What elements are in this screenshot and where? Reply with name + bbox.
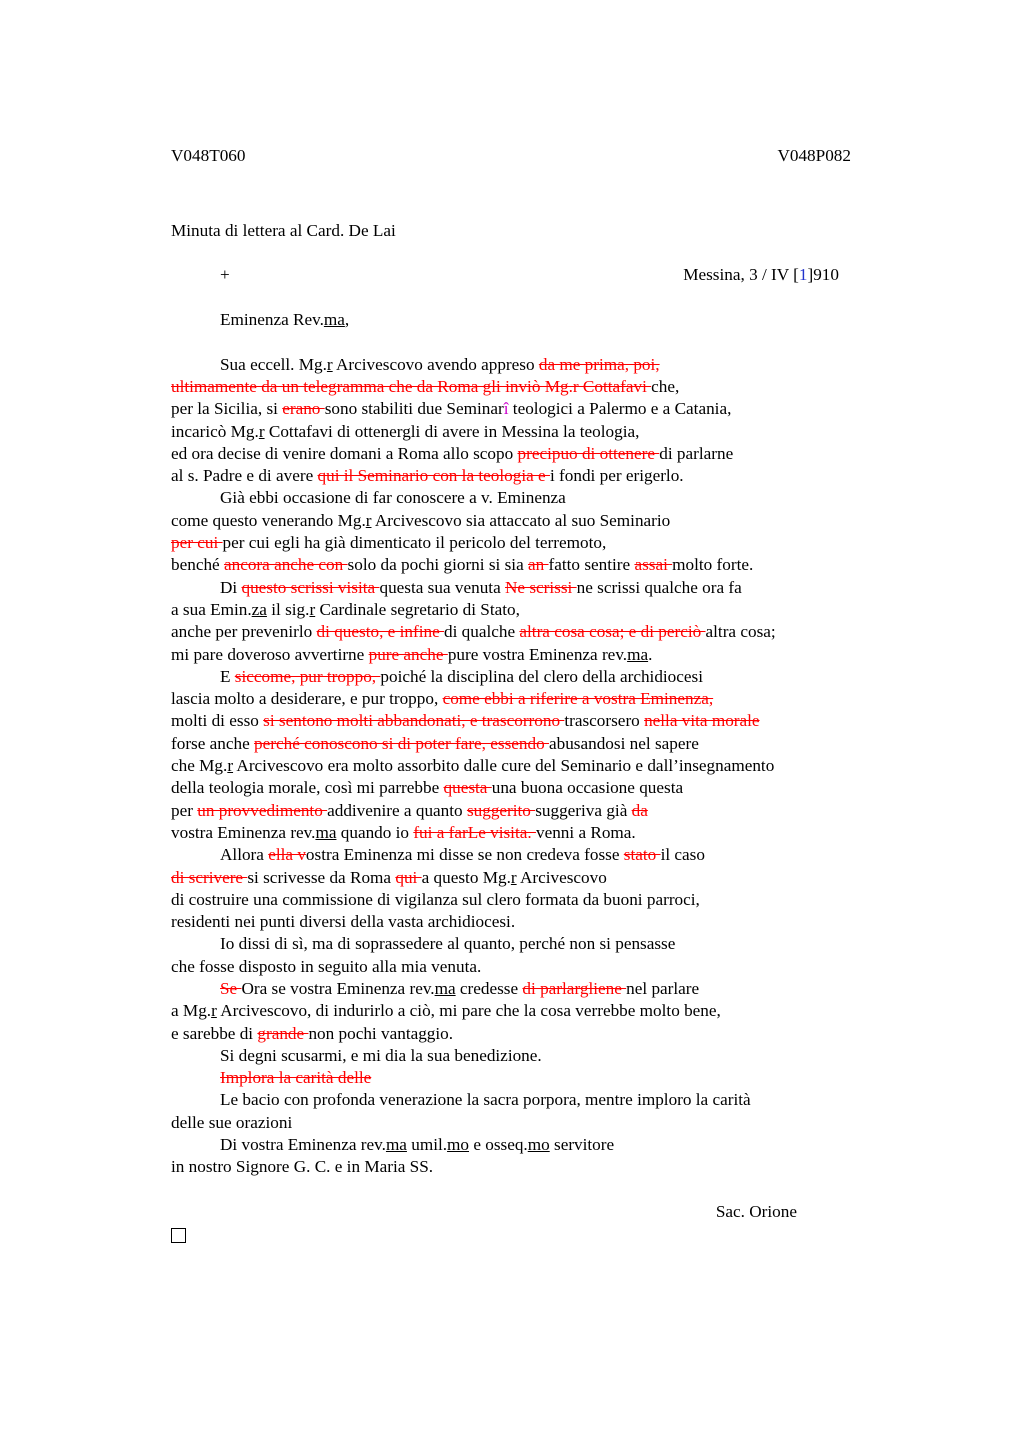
deleted-text: an bbox=[528, 555, 549, 575]
letter-line bbox=[171, 443, 851, 465]
text-segment: ed ora decise di venire domani a Roma allo scopo bbox=[171, 443, 518, 463]
abbreviation-suffix: r bbox=[365, 510, 372, 530]
deleted-text: perché conoscono si di poter fare, essendo bbox=[254, 733, 549, 753]
text-segment: . bbox=[648, 644, 653, 664]
text-segment: molti di esso bbox=[171, 711, 264, 731]
text-segment: solo da pochi giorni si sia bbox=[347, 555, 528, 575]
abbreviation-suffix: r bbox=[258, 421, 265, 441]
letter-line bbox=[171, 487, 851, 509]
text-segment: di qualche bbox=[444, 622, 520, 642]
deleted-text: precipuo di ottenere bbox=[517, 443, 660, 463]
letter-line bbox=[171, 398, 851, 420]
editorial-year-digit: 1 bbox=[798, 265, 808, 285]
abbreviation-suffix: ma bbox=[385, 1135, 407, 1155]
letter-line bbox=[171, 1134, 851, 1156]
text-segment: credesse bbox=[455, 978, 523, 998]
letter-line bbox=[171, 956, 851, 978]
text-segment: a questo Mg. bbox=[421, 867, 511, 887]
signature: Sac. Orione bbox=[715, 1201, 797, 1221]
text-segment: fatto sentire bbox=[548, 555, 635, 575]
text-segment: a Mg. bbox=[171, 1001, 212, 1021]
text-segment: che, bbox=[651, 376, 680, 396]
letter-line bbox=[171, 688, 851, 710]
letter-line bbox=[171, 733, 851, 755]
deleted-text: qui il Seminario con la teologia e bbox=[317, 466, 550, 486]
letter-line bbox=[171, 532, 851, 554]
end-square-icon bbox=[171, 1228, 186, 1243]
letter-line bbox=[171, 354, 851, 376]
text-segment: venni a Roma. bbox=[535, 822, 636, 842]
letter-line bbox=[171, 421, 851, 443]
abbreviation-suffix: ma bbox=[315, 822, 337, 842]
end-mark-row bbox=[171, 1223, 851, 1245]
text-segment: teologici a Palermo e a Catania, bbox=[508, 399, 732, 419]
text-segment: nel parlare bbox=[626, 978, 700, 998]
text-segment: a sua Emin. bbox=[171, 599, 252, 619]
abbreviation-suffix: r bbox=[227, 756, 234, 776]
abbreviation-suffix: mo bbox=[527, 1135, 550, 1155]
letter-line bbox=[171, 577, 851, 599]
text-segment: che Mg. bbox=[171, 756, 228, 776]
text-segment: incaricò Mg. bbox=[171, 421, 259, 441]
deleted-text: erano bbox=[282, 399, 325, 419]
letter-line bbox=[171, 978, 851, 1000]
text-segment: Arcivescovo era molto assorbito dalle cure del Seminario e dall’insegnamento bbox=[233, 756, 775, 776]
salutation bbox=[171, 309, 851, 331]
deleted-text: Implora la carità delle bbox=[220, 1068, 372, 1088]
deleted-text: questo scrissi visita bbox=[241, 577, 380, 597]
text-segment: abusandosi nel sapere bbox=[548, 733, 699, 753]
text-segment: altra cosa; bbox=[705, 622, 776, 642]
letter-line bbox=[171, 800, 851, 822]
letter-line bbox=[171, 822, 851, 844]
text-segment: residenti nei punti diversi della vasta archidiocesi. bbox=[171, 912, 516, 932]
letter-line bbox=[171, 1023, 851, 1045]
abbreviation-suffix: r bbox=[326, 354, 333, 374]
text-segment: Di bbox=[220, 577, 242, 597]
cross-mark: + bbox=[220, 265, 230, 285]
deleted-text: questa bbox=[443, 778, 492, 798]
text-segment: Cottafavi di ottenergli di avere in Messina la teologia, bbox=[264, 421, 640, 441]
letter-body bbox=[171, 354, 851, 1179]
deleted-text: un provvedimento bbox=[197, 800, 328, 820]
document-title: Minuta di lettera al Card. De Lai bbox=[171, 220, 396, 240]
abbreviation-suffix: ma bbox=[434, 978, 456, 998]
letter-line bbox=[171, 1112, 851, 1134]
letter-line bbox=[171, 1156, 851, 1178]
text-segment: questa sua venuta bbox=[379, 577, 505, 597]
letter-line bbox=[171, 465, 851, 487]
deleted-text: nella vita morale bbox=[644, 711, 760, 731]
letter-line bbox=[171, 666, 851, 688]
salutation-abbrev: ma bbox=[323, 310, 345, 330]
deleted-text: da me prima, poi, bbox=[538, 354, 660, 374]
text-segment: Arcivescovo, di indurirlo a ciò, mi pare che la cosa verrebbe molto bene, bbox=[216, 1001, 721, 1021]
letter-line bbox=[171, 621, 851, 643]
deleted-text: qui bbox=[395, 867, 422, 887]
text-segment: anche per prevenirlo bbox=[171, 622, 317, 642]
text-segment: mi pare doveroso avvertirne bbox=[171, 644, 369, 664]
text-segment: servitore bbox=[549, 1135, 615, 1155]
letter-line bbox=[171, 599, 851, 621]
letter-line bbox=[171, 889, 851, 911]
text-segment: Si degni scusarmi, e mi dia la sua benedizione. bbox=[220, 1045, 542, 1065]
text-segment: in nostro Signore G. C. e in Maria SS. bbox=[171, 1157, 434, 1177]
text-segment: si scrivesse da Roma bbox=[247, 867, 396, 887]
text-segment: il caso bbox=[660, 845, 705, 865]
text-segment: Io dissi di sì, ma di soprassedere al quanto, perché non si pensasse bbox=[220, 934, 676, 954]
letter-line bbox=[171, 933, 851, 955]
text-segment: poiché la disciplina del clero della archidiocesi bbox=[380, 666, 704, 686]
text-segment: per bbox=[171, 800, 198, 820]
letter-line bbox=[171, 1045, 851, 1067]
letter-line bbox=[171, 1089, 851, 1111]
signature-row bbox=[171, 1201, 851, 1223]
letter-line bbox=[171, 510, 851, 532]
text-segment: al s. Padre e di avere bbox=[171, 466, 318, 486]
text-segment: E bbox=[220, 666, 235, 686]
text-segment: umil. bbox=[406, 1135, 448, 1155]
text-segment: e sarebbe di bbox=[171, 1023, 258, 1043]
deleted-text: pure anche bbox=[368, 644, 448, 664]
document-code-left: V048T060 bbox=[171, 146, 246, 165]
place-date bbox=[683, 264, 839, 286]
text-segment: di parlarne bbox=[659, 443, 734, 463]
letter-line bbox=[171, 844, 851, 866]
text-segment: della teologia morale, così mi parrebbe bbox=[171, 778, 444, 798]
deleted-text: Se bbox=[220, 978, 242, 998]
salutation-text: Eminenza Rev. bbox=[220, 310, 324, 330]
place-date-part-a: Messina, 3 / IV [ bbox=[683, 265, 799, 285]
text-segment: trascorsero bbox=[564, 711, 645, 731]
letter-line bbox=[171, 755, 851, 777]
letter-line bbox=[171, 1000, 851, 1022]
letter-line bbox=[171, 867, 851, 889]
text-segment: Le bacio con profonda venerazione la sacra porpora, mentre imploro la carità bbox=[220, 1090, 751, 1110]
text-segment: ostra Eminenza mi disse se non credeva fosse bbox=[305, 845, 624, 865]
text-segment: Arcivescovo bbox=[516, 867, 607, 887]
text-segment: ne scrissi qualche ora fa bbox=[576, 577, 742, 597]
abbreviation-suffix: r bbox=[211, 1001, 217, 1021]
text-segment: Arcivescovo avendo appreso bbox=[332, 354, 539, 374]
text-segment: Cardinale segretario di Stato, bbox=[315, 599, 520, 619]
deleted-text: di parlargliene bbox=[522, 978, 627, 998]
deleted-text: suggerito bbox=[466, 800, 536, 820]
text-segment: Arcivescovo sia attaccato al suo Seminario bbox=[371, 510, 671, 530]
deleted-text: di questo, e infine bbox=[316, 622, 444, 642]
deleted-text: da bbox=[631, 800, 648, 820]
deleted-text: si sentono molti abbandonati, e trascorrono bbox=[263, 711, 565, 731]
text-segment: Ora se vostra Eminenza rev. bbox=[241, 978, 435, 998]
deleted-text: grande bbox=[257, 1023, 309, 1043]
text-segment: e osseq. bbox=[469, 1135, 528, 1155]
text-segment: di costruire una commissione di vigilanza sul clero formata da buoni parroci, bbox=[171, 889, 700, 909]
text-segment: forse anche bbox=[171, 733, 255, 753]
text-segment: delle sue orazioni bbox=[171, 1112, 293, 1132]
deleted-text: ultimamente da un telegramma che da Roma gli inviò Mg.r Cottafavi bbox=[171, 376, 652, 396]
deleted-text: ella v bbox=[268, 845, 306, 865]
editorial-mark: î bbox=[503, 399, 509, 419]
text-segment: suggeriva già bbox=[535, 800, 632, 820]
text-segment: che fosse disposto in seguito alla mia venuta. bbox=[171, 956, 482, 976]
deleted-text: di scrivere bbox=[171, 867, 248, 887]
abbreviation-suffix: mo bbox=[447, 1135, 470, 1155]
place-date-part-b: ]910 bbox=[807, 265, 839, 285]
document-code-right: V048P082 bbox=[777, 146, 851, 165]
header-row bbox=[171, 145, 851, 167]
text-segment: vostra Eminenza rev. bbox=[171, 822, 316, 842]
text-segment: Allora bbox=[220, 845, 269, 865]
cross-and-date-row bbox=[171, 264, 851, 286]
deleted-text: fui a farLe visita. bbox=[413, 822, 536, 842]
text-segment: per cui egli ha già dimenticato il pericolo del terremoto, bbox=[222, 533, 607, 553]
deleted-text: assai bbox=[634, 555, 673, 575]
salutation-comma: , bbox=[344, 310, 350, 330]
deleted-text: come ebbi a riferire a vostra Eminenza, bbox=[442, 689, 714, 709]
letter-line bbox=[171, 554, 851, 576]
text-segment: una buona occasione questa bbox=[491, 778, 684, 798]
text-segment: lascia molto a desiderare, e pur troppo, bbox=[171, 689, 443, 709]
letter-line bbox=[171, 710, 851, 732]
deleted-text: stato bbox=[623, 845, 661, 865]
letter-line bbox=[171, 777, 851, 799]
letter-line bbox=[171, 911, 851, 933]
text-segment: addivenire a quanto bbox=[327, 800, 467, 820]
text-segment: il sig. bbox=[266, 599, 310, 619]
text-segment: molto forte. bbox=[672, 555, 754, 575]
text-segment: Di vostra Eminenza rev. bbox=[220, 1135, 386, 1155]
text-segment: non pochi vantaggio. bbox=[308, 1023, 454, 1043]
text-segment: sono stabiliti due Seminar bbox=[324, 399, 504, 419]
letter-document bbox=[171, 145, 851, 1246]
text-segment: benché bbox=[171, 555, 224, 575]
deleted-text: altra cosa cosa; e di perciò bbox=[519, 622, 706, 642]
text-segment: Sua eccell. Mg. bbox=[220, 354, 327, 374]
letter-line bbox=[171, 376, 851, 398]
letter-line bbox=[171, 644, 851, 666]
deleted-text: Ne scrissi bbox=[505, 577, 577, 597]
text-segment: i fondi per erigerlo. bbox=[549, 466, 684, 486]
text-segment: Già ebbi occasione di far conoscere a v. Eminenza bbox=[220, 488, 566, 508]
text-segment: per la Sicilia, si bbox=[171, 399, 283, 419]
text-segment: quando io bbox=[336, 822, 414, 842]
deleted-text: siccome, pur troppo, bbox=[234, 666, 381, 686]
text-segment: pure vostra Eminenza rev. bbox=[447, 644, 628, 664]
letter-line bbox=[171, 1067, 851, 1089]
abbreviation-suffix: r bbox=[510, 867, 517, 887]
abbreviation-suffix: za bbox=[251, 599, 267, 619]
abbreviation-suffix: r bbox=[309, 599, 316, 619]
abbreviation-suffix: ma bbox=[627, 644, 649, 664]
deleted-text: ancora anche con bbox=[223, 555, 348, 575]
deleted-text: per cui bbox=[171, 533, 223, 553]
text-segment: come questo venerando Mg. bbox=[171, 510, 366, 530]
